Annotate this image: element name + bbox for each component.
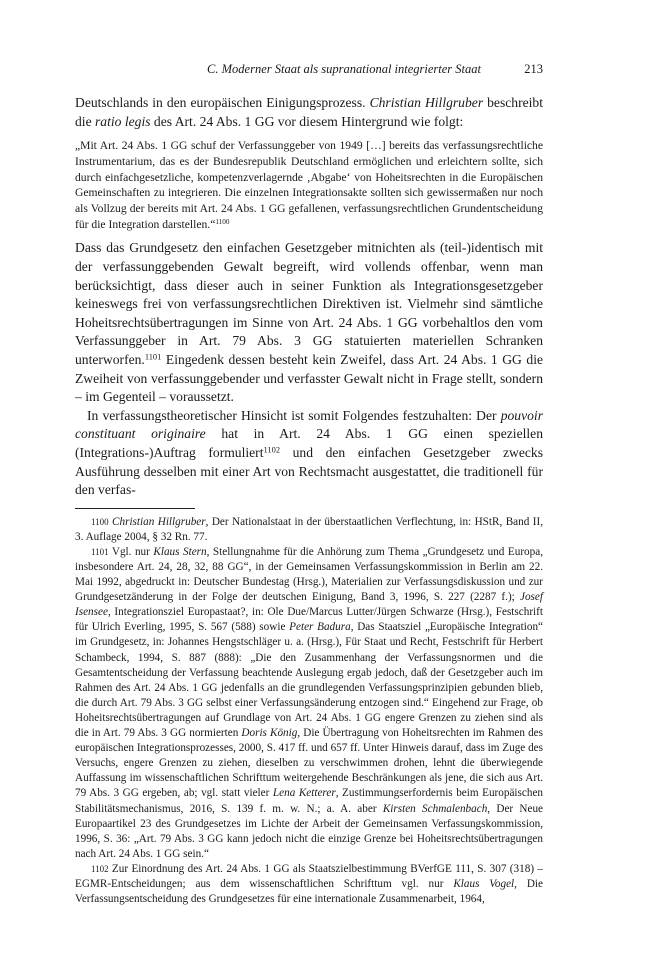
page-number: 213 bbox=[524, 62, 543, 76]
footnote-text: , Integrationsziel Europastaat?, in: Ole Due/Marcus Lutter/Jürgen Schwarze (Hrsg.), Festschrift für Ulrich Everling, 1995, S. 567 (588) sowie bbox=[75, 606, 543, 634]
footnote-ref-1102[interactable]: 1102 bbox=[263, 444, 281, 455]
footnote-author: Peter Badura bbox=[289, 621, 351, 634]
paragraph-1 bbox=[75, 239, 543, 406]
footnote-number: 1100 bbox=[91, 516, 109, 527]
footnote-divider bbox=[75, 508, 195, 509]
footnote-author: Klaus Stern bbox=[153, 545, 207, 558]
footnote-number: 1102 bbox=[91, 863, 109, 874]
paragraph-2-text-3: und den einfachen Gesetzgeber zwecks Ausführung desselben mit einer Art von Rechtsmacht ausgestattet, die traditionell für den verfas- bbox=[75, 444, 544, 498]
author-name: Christian Hillgruber bbox=[369, 95, 484, 110]
footnote-author: Lena Ketterer bbox=[272, 787, 336, 800]
latin-term: ratio legis bbox=[95, 113, 151, 129]
footnote-author: Kirsten Schmalenbach bbox=[382, 802, 488, 815]
quote-text: „Mit Art. 24 Abs. 1 GG schuf der Verfassunggeber von 1949 […] bereits das verfassungsrechtliche Instrumentarium, das es der Bundesrepublik Deutschland ermöglichen und erleichtern sollte, sich durch einfachgesetzliche, kompetenzverlagernde ‚Abgabe‘ von Hoheitsrechten in die Europäischen Gemeinschaften zu integrieren. Die einzelnen Integrationsakte sollten sich gewissermaßen nur noch als Vollzug der bereits mit Art. 24 Abs. 1 GG gefallenen, verfassungsrechtlichen Grundentscheidung für die Integration darstellen.“ bbox=[75, 139, 543, 231]
footnote-1100 bbox=[75, 515, 543, 545]
paragraph-2 bbox=[75, 407, 543, 500]
footnote-text: , Die Übertragung von Hoheitsrechten im Rahmen des europäischen Integrationsprozesses, 2000, S. 417 ff. und 657 ff. Unter Hinweis darauf, dass im Zuge des Versuchs, engere Grenzen zu ziehen, dieselben zu verschwimmen drohen, lehnt die überwiegende Auffassung im wissenschaftlichen Schrifttum weitergehende Beschränkungen als jene, die sich aus Art. 79 Abs. 3 GG ergeben, ab; vgl. statt vieler bbox=[75, 727, 543, 800]
intro-text-2: beschreibt die bbox=[75, 95, 543, 129]
paragraph-1-text-1: Dass das Grundgesetz den einfachen Gesetzgeber mitnichten als (teil-)identisch mit der verfassunggebenden Gewalt begreift, wird vollends offenbar, wenn man berücksichtigt, dass dieser auch in seiner Funktion als Integrationsgesetzgeber keineswegs frei von verfassungsrechtlichen Direktiven ist. Vielmehr sind sämtliche Hoheitsrechtsübertragungen im Sinne von Art. 24 Abs. 1 GG vorbehaltlos den vom Verfassunggeber in Art. 79 Abs. 3 GG statuierten materiellen Schranken unterworfen. bbox=[75, 240, 543, 367]
footnote-author: Josef Isensee bbox=[75, 591, 543, 619]
footnote-text: , Das Staatsziel „Europäische Integration“ im Grundgesetz, in: Johannes Hengstschläger u. a. (Hrsg.), Für Staat und Recht, Festschrift für Herbert Schambeck, 1994, S. 887 (888): „Die den Zusammenhang der Verfassungsnormen und die Gesamtentscheidung der Verfassung beachtende Auslegung ergab jedoch, daß der Gesetzgeber auch im Rahmen des Art. 24 Abs. 1 GG jedenfalls an die grundlegenden Verfassungsprinzipien gebunden blieb, die durch Art. 79 Abs. 3 GG selbst einer Verfassungsänderung entzogen sind.“ Eingehend zur Frage, ob Hoheitsrechtsübertragungen auf Grundlage von Art. 24 Abs. 1 GG engere Grenzen zu ziehen sind als die in Art. 79 Abs. 3 GG normierten bbox=[75, 621, 544, 740]
intro-paragraph bbox=[75, 94, 543, 131]
running-title: C. Moderner Staat als supranational integrierter Staat bbox=[207, 62, 481, 76]
block-quote bbox=[75, 138, 543, 232]
footnote-author: Klaus Vogel bbox=[453, 877, 515, 890]
footnote-text: , Der Nationalstaat in der überstaatlichen Verflechtung, in: HStR, Band II, 3. Auflage 2004, § 32 Rn. 77. bbox=[75, 515, 544, 543]
footnote-text: , Stellungnahme für die Anhörung zum Thema „Grundgesetz und Europa, insbesondere Art. 24, 28, 32, 88 GG“, in der Gemeinsamen Verfassungskommission in Berlin am 22. Mai 1992, abgedruckt in: Deutscher Bundestag (Hrsg.), Materialien zur Verfassungsdiskussion und zur Grundgesetzänderung in der Folge der deutschen Einigung, Band 3, 1996, S. 227 (2287 f.); bbox=[75, 545, 543, 604]
intro-text-1: Deutschlands in den europäischen Einigungsprozess. bbox=[75, 95, 370, 110]
footnote-text: , Die Verfassungsentscheidung des Grundgesetzes für eine internationale Zusammenarbeit, 1964, bbox=[75, 877, 544, 906]
intro-text-3: des Art. 24 Abs. 1 GG vor diesem Hintergrund wie folgt: bbox=[150, 113, 464, 129]
footnote-number: 1101 bbox=[91, 546, 109, 557]
footnote-author: Doris König bbox=[241, 727, 298, 740]
footnote-text: , Der Neue Europaartikel 23 des Grundgesetzes im Lichte der Arbeit der Gemeinsamen Verfassungskommission, 1996, S. 36: „Art. 79 Abs. 3 GG kann jedoch nicht die einzige Grenze bei Hoheitsrechtsübertragungen nach Art. 24 Abs. 1 GG sein.“ bbox=[75, 802, 544, 860]
footnote-text: Zur Einordnung des Art. 24 Abs. 1 GG als Staatszielbestimmung BVerfGE 111, S. 307 (318) – EGMR-Entscheidungen; aus dem wissenschaftlichen Schrifttum vgl. nur bbox=[75, 862, 543, 890]
paragraph-2-text-1: In verfassungstheoretischer Hinsicht ist somit Folgendes festzuhalten: Der bbox=[87, 407, 501, 423]
latin-term-2: pouvoir constituant originaire bbox=[75, 407, 543, 442]
footnote-1101 bbox=[75, 545, 543, 862]
footnote-text: Vgl. nur bbox=[108, 545, 154, 558]
footnote-ref-1100[interactable]: 1100 bbox=[215, 217, 230, 226]
footnote-text: , Zustimmungserfordernis beim Europäischen Stabilitätsmechanismus, 2016, S. 139 f. m. w. N.; a. A. aber bbox=[75, 787, 543, 815]
page bbox=[75, 62, 543, 907]
footnote-ref-1101[interactable]: 1101 bbox=[144, 351, 162, 362]
paragraph-2-text-2: hat in Art. 24 Abs. 1 GG einen speziellen (Integrations-)Auftrag formuliert bbox=[75, 426, 543, 460]
footnote-1102 bbox=[75, 862, 543, 907]
paragraph-1-text-2: Eingedenk dessen besteht kein Zweifel, dass Art. 24 Abs. 1 GG die Zweiheit von verfassunggebender und verfasster Gewalt nicht in Frage stellt, sondern – im Gegenteil – voraussetzt. bbox=[75, 351, 543, 405]
running-header bbox=[75, 62, 543, 80]
footnote-author: Christian Hillgruber bbox=[112, 515, 206, 528]
